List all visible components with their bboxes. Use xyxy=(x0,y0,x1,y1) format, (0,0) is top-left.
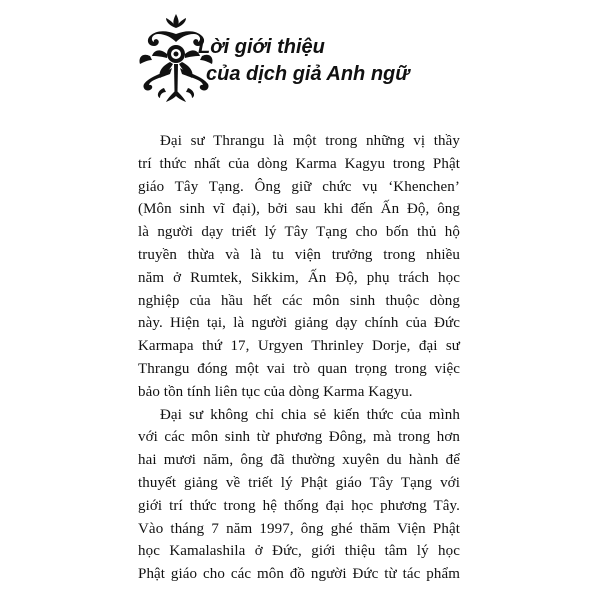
chapter-title-line-2: của dịch giả Anh ngữ xyxy=(206,63,410,85)
chapter-title xyxy=(198,34,578,88)
text-line: Phật giáo cho các môn đồ người Đức từ tác phẩm xyxy=(138,566,460,583)
text-line: giáo Tây Tạng. Ông giữ chức vụ ‘Khenchen’ xyxy=(138,178,460,195)
text-line: hai mươi năm, ông đã thường xuyên du hành để xyxy=(138,452,460,469)
text-line: là người dạy triết lý Tây Tạng cho bốn thủ hộ xyxy=(138,224,460,241)
text-line: với các môn sinh từ phương Đông, mà trong hơn xyxy=(138,429,460,446)
paragraph-1 xyxy=(138,130,460,404)
text-line: trí thức nhất của dòng Karma Kagyu trong Phật xyxy=(138,155,460,172)
text-line: Đại sư Thrangu là một trong những vị thầy xyxy=(160,133,460,149)
text-line: học Kamalashila ở Đức, giới thiệu tâm lý học xyxy=(138,543,460,560)
body-text xyxy=(138,130,460,586)
text-line: Đại sư không chỉ chia sẻ kiến thức của mình xyxy=(160,406,460,423)
text-line: truyền thừa và là tu viện trưởng trong nhiều xyxy=(138,246,460,263)
text-line: Thrangu đóng một vai trò quan trọng trong việc xyxy=(138,360,460,377)
text-line: (Môn sinh vĩ đại), bởi sau khi đến Ấn Độ, ông xyxy=(138,201,460,218)
text-line: Vào tháng 7 năm 1997, ông ghé thăm Viện Phật xyxy=(138,520,460,537)
text-line: thuyết giảng về triết lý Phật giáo Tây Tạng với xyxy=(138,474,460,491)
text-line: giới trí thức trong hệ thống đại học phương Tây. xyxy=(138,497,460,514)
text-line: nghiệp của hầu hết các môn sinh thuộc dòng xyxy=(138,292,460,309)
chapter-title-line-1: Lời giới thiệu xyxy=(198,36,325,58)
text-line: năm ở Rumtek, Sikkim, Ấn Độ, phụ trách học xyxy=(138,269,460,286)
text-line: Karmapa thứ 17, Urgyen Thrinley Dorje, đại sư xyxy=(138,338,460,355)
text-line: bảo tồn tính liên tục của dòng Karma Kagyu. xyxy=(138,383,413,400)
paragraph-2 xyxy=(138,404,460,586)
text-line: này. Hiện tại, là người giảng dạy chính của Đức xyxy=(138,315,460,332)
